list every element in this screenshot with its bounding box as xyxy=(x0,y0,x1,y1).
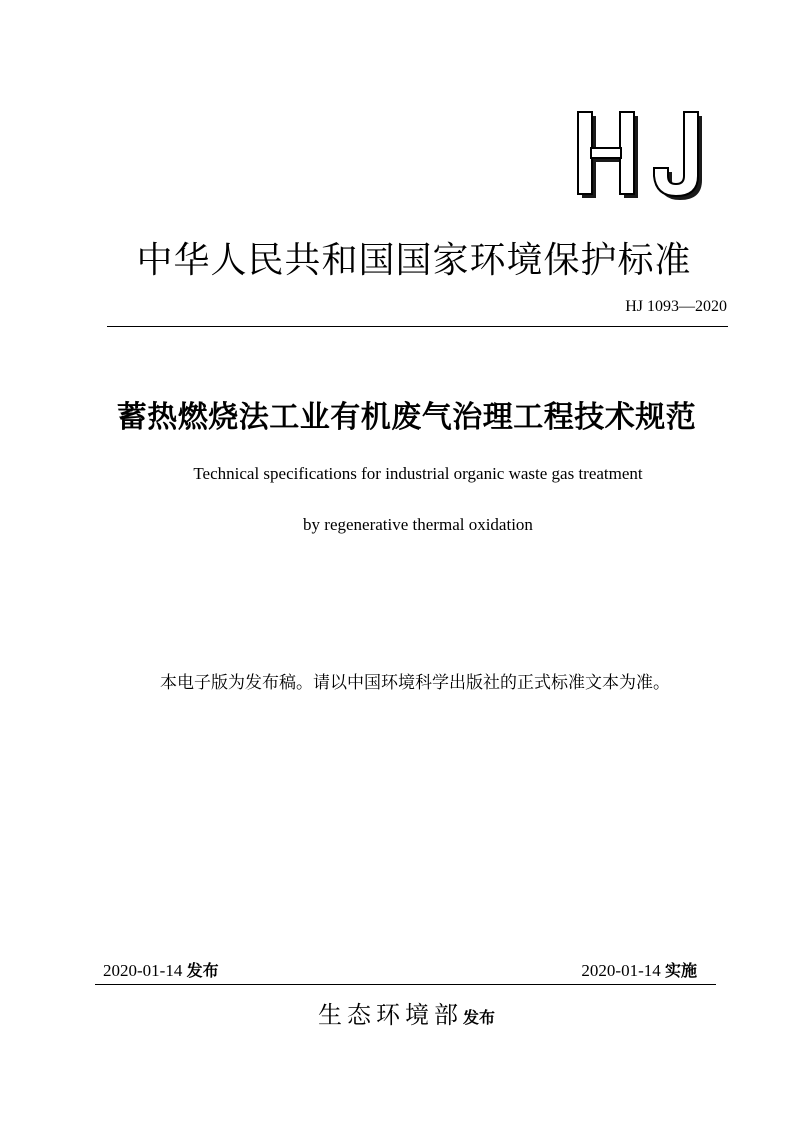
document-title-english-line2: by regenerative thermal oxidation xyxy=(303,515,533,534)
implementation-date xyxy=(581,958,697,981)
publisher xyxy=(0,995,793,1030)
footer-divider xyxy=(95,984,716,985)
issue-date-label: 发布 xyxy=(186,961,219,980)
publisher-suffix: 发布 xyxy=(462,1008,495,1027)
issue-date xyxy=(103,958,219,981)
document-title-chinese: 蓄热燃烧法工业有机废气治理工程技术规范 xyxy=(116,400,697,435)
header-divider xyxy=(107,326,728,327)
implementation-date-value: 2020-01-14 xyxy=(581,961,661,980)
agency-title: 中华人民共和国国家环境保护标准 xyxy=(136,240,692,281)
hj-logo xyxy=(568,110,718,205)
implementation-date-label: 实施 xyxy=(664,961,697,980)
edition-notice: 本电子版为发布稿。请以中国环境科学出版社的正式标准文本为准。 xyxy=(160,673,670,693)
hj-logo-graphic xyxy=(568,110,718,205)
issue-date-value: 2020-01-14 xyxy=(103,961,183,980)
document-title-english-line1: Technical specifications for industrial organic waste gas treatment xyxy=(193,464,643,483)
standard-code: HJ 1093—2020 xyxy=(625,298,727,315)
publisher-name: 生态环境部 xyxy=(317,1001,463,1029)
